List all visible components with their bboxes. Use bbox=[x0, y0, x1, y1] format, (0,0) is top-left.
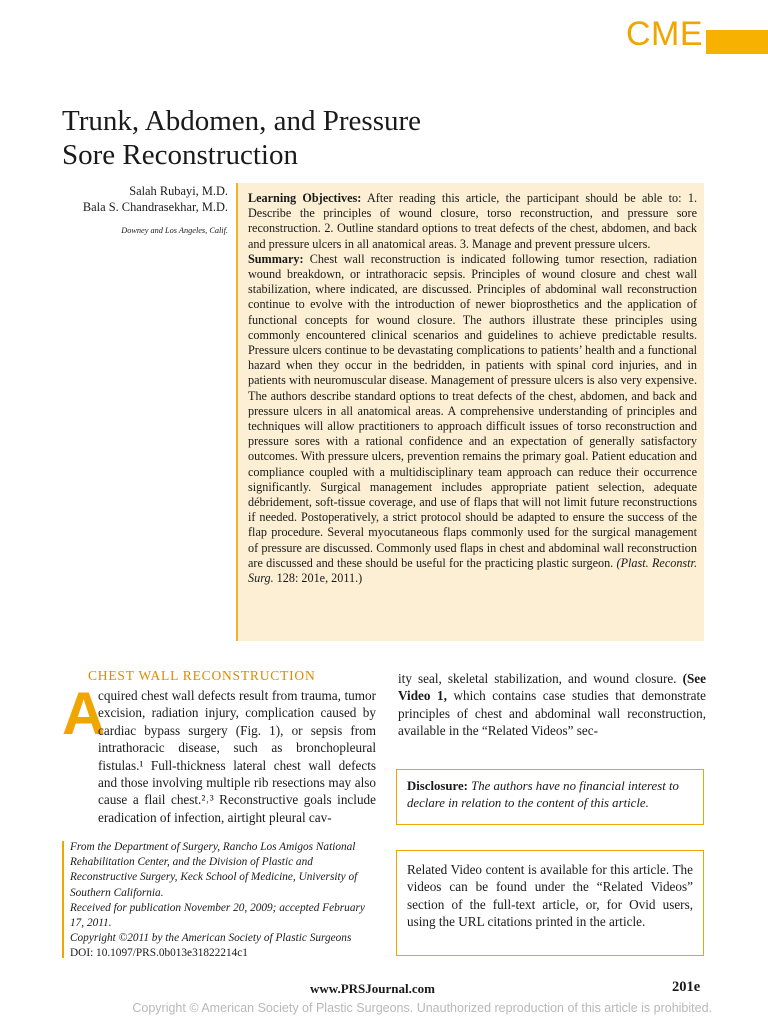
related-video-text: Related Video content is available for this article. The videos can be found under the “Related Videos” section of the full-text article, or, for Ovid users, using the URL citations printed in the article. bbox=[407, 862, 693, 929]
disclosure-text: The authors have no financial interest to declare in relation to the content of this article. bbox=[407, 779, 679, 810]
summary bbox=[248, 252, 697, 586]
page-number: 201e bbox=[672, 979, 701, 995]
abstract-text bbox=[248, 191, 697, 586]
footnote-copyright: Copyright ©2011 by the American Society of Plastic Surgeons bbox=[70, 932, 352, 945]
title-line-2: Sore Reconstruction bbox=[62, 139, 298, 171]
footnote-block bbox=[70, 840, 375, 962]
disclosure-label: Disclosure: bbox=[407, 779, 468, 793]
article-title bbox=[62, 104, 622, 172]
related-video-box bbox=[396, 850, 704, 956]
author-name: Bala S. Chandrasekhar, M.D. bbox=[82, 200, 228, 214]
author-name: Salah Rubayi, M.D. bbox=[129, 184, 228, 198]
body-text: ity seal, skeletal stabilization, and wound closure. bbox=[398, 671, 677, 686]
body-right-column bbox=[398, 670, 706, 740]
author-block bbox=[60, 183, 228, 237]
summary-text: Chest wall reconstruction is indicated following tumor resection, radiation wound breakdown, or intrathoracic sepsis. Principles of wound closure and chest wall stabilization, where indicated, are discussed. Principles of abdominal wall reconstruction continue to evolve with the introduction of newer bioprosthetics and the application of functional concepts for wound closure. The authors illustrate these principles using commonly encountered clinical scenarios and guidelines to achieve predictable results. Pressure ulcers continue to be devastating complications to patients’ health and a functional hazard when they occur in the bedridden, in patients with spinal cord injuries, and in patients with neuromuscular disease. Management of pressure ulcers is also very expensive. The authors describe standard options to treat defects of the chest, abdomen, and back and pressure ulcers in all anatomical areas. A comprehensive understanding of principles and techniques will allow practitioners to approach difficult issues of torso reconstruction and pressure sores with a rational confidence and an expectation of generally satisfactory outcomes. With pressure ulcers, prevention remains the primary goal. Patient education and compliance coupled with a multidisciplinary team approach can reduce their occurrence significantly. Surgical management includes appropriate patient selection, adequate débridement, soft-tissue coverage, and use of flaps that will not limit future reconstructions if needed. Postoperatively, a strict protocol should be adapted to ensure the success of the flap procedure. Several myocutaneous flaps commonly used for the surgical management of pressure are discussed. Commonly used flaps in chest and abdominal wall reconstruction are discussed and these should be useful for the practicing plastic surgeon. bbox=[248, 251, 697, 570]
footnote-rule bbox=[62, 841, 64, 958]
title-line-1: Trunk, Abdomen, and Pressure bbox=[62, 105, 422, 137]
objectives-text: After reading this article, the participant should be able to: 1. Describe the principles of wound closure, torso reconstruction, and pressure sore reconstruction. 2. Outline standard options to treat defects of the chest, abdomen, and back and pressure ulcers in all anatomical areas. 3. Manage and prevent pressure ulcers. bbox=[248, 191, 697, 251]
objectives-label: Learning Objectives: bbox=[248, 191, 362, 205]
drop-cap: A bbox=[62, 680, 106, 747]
footnote-received: Received for publication November 20, 2009; accepted February 17, 2011. bbox=[70, 901, 365, 930]
citation-rest: 128: 201e, 2011.) bbox=[276, 571, 363, 586]
abstract-rule bbox=[236, 183, 238, 641]
video-reference: (See Video 1, bbox=[398, 671, 706, 704]
journal-url: www.PRSJournal.com bbox=[310, 981, 435, 996]
section-heading: CHEST WALL RECONSTRUCTION bbox=[88, 668, 316, 683]
learning-objectives bbox=[248, 191, 697, 252]
body-left-column bbox=[62, 687, 376, 826]
body-text: which contains case studies that demonstrate principles of chest and abdominal wall reconstruction, available in the “Related Videos” sec- bbox=[398, 688, 707, 739]
cme-accent-bar bbox=[706, 30, 768, 54]
footnote-affiliation: From the Department of Surgery, Rancho Los Amigos National Rehabilitation Center, and the Division of Plastic and Reconstructive Surgery, Keck School of Medicine, University of Southern California. bbox=[70, 841, 358, 899]
author-affiliation: Downey and Los Angeles, Calif. bbox=[121, 226, 228, 235]
copyright-notice: Copyright © American Society of Plastic Surgeons. Unauthorized reproduction of this article is prohibited. bbox=[132, 1001, 712, 1015]
body-paragraph: cquired chest wall defects result from trauma, tumor excision, radiation injury, complication caused by cardiac bypass surgery (Fig. 1), or sepsis from intrathoracic disease, such as bronchopleural fistulas.¹ Full-thickness lateral chest wall defects and those involving multiple rib resections may also cause a flail chest.²˒³ Reconstructive goals include eradication of infection, airtight pleural cav- bbox=[98, 688, 376, 825]
citation-journal: (Plast. Reconstr. Surg. bbox=[248, 555, 697, 586]
cme-label: CME bbox=[626, 15, 704, 53]
summary-label: Summary: bbox=[248, 251, 304, 266]
doi: DOI: 10.1097/PRS.0b013e31822214c1 bbox=[70, 947, 248, 960]
disclosure-box bbox=[396, 769, 704, 825]
